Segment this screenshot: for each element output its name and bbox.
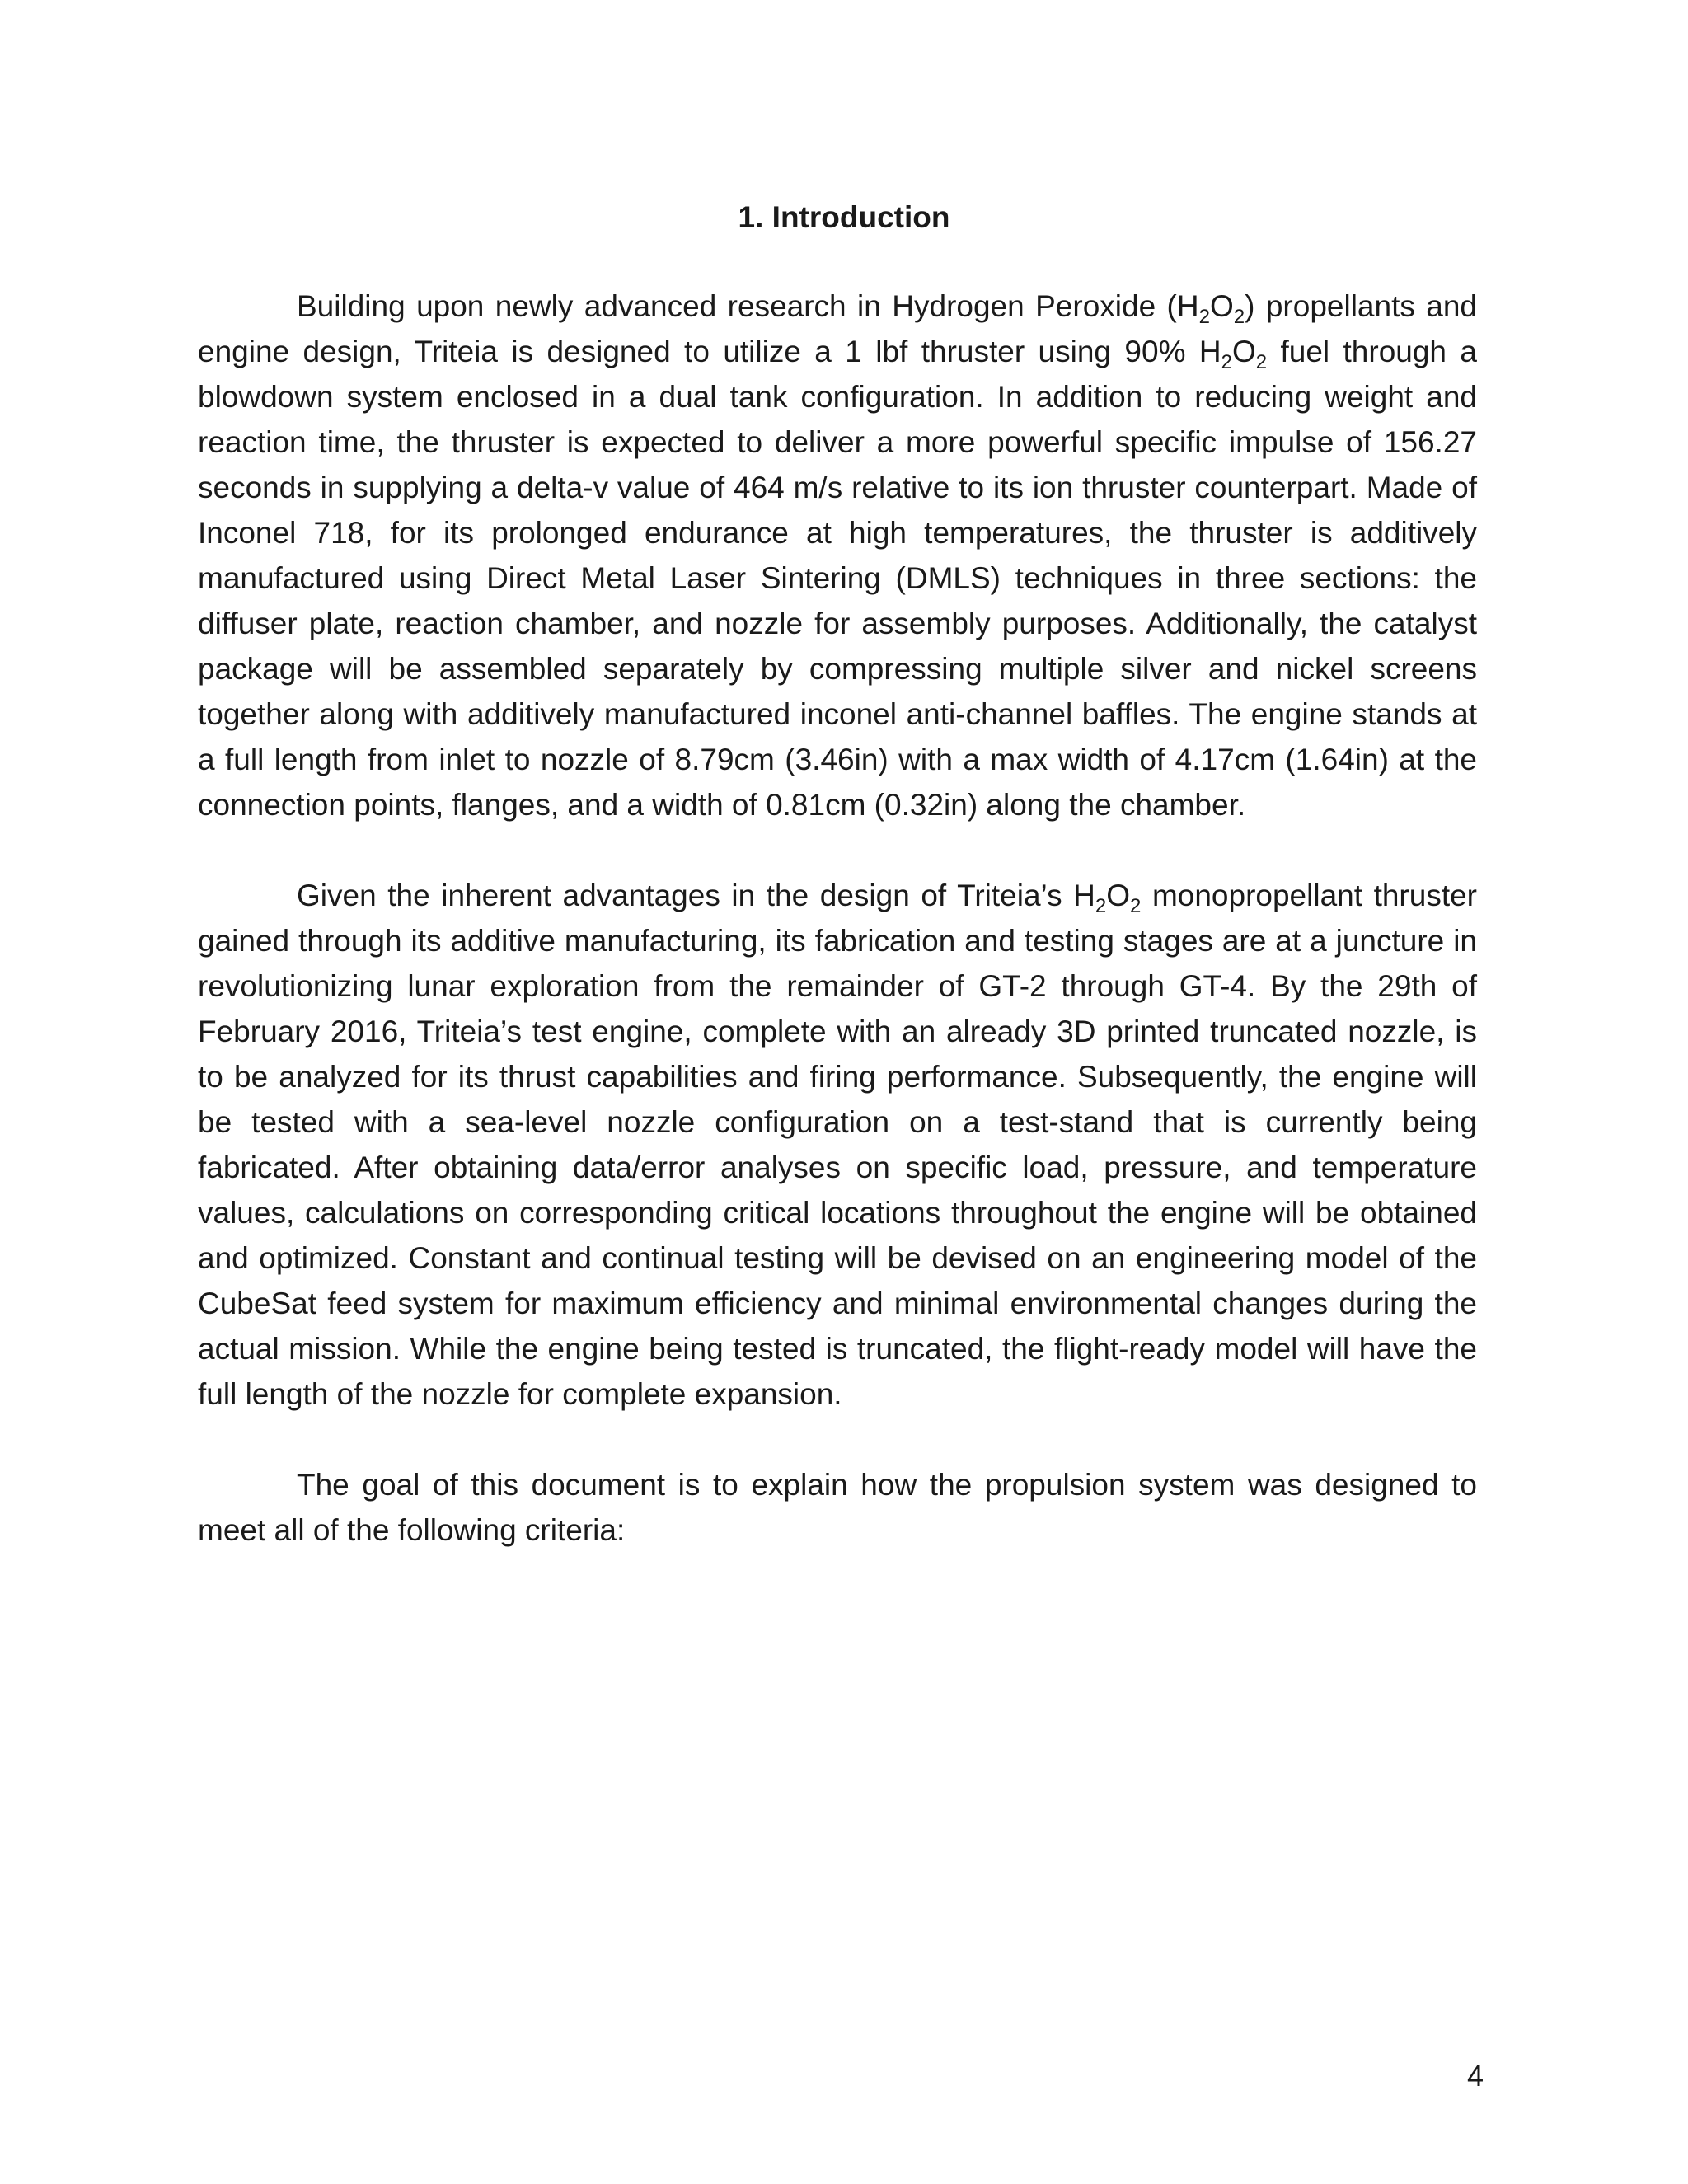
paragraph <box>198 284 1477 827</box>
section-heading: 1. Introduction <box>738 200 950 234</box>
body-text <box>198 284 1477 1553</box>
subscript: 2 <box>1221 351 1232 373</box>
subscript: 2 <box>1255 351 1268 373</box>
paragraph <box>198 873 1477 1417</box>
text-run: O <box>1209 289 1234 323</box>
text-run: O <box>1231 335 1256 368</box>
text-run: O <box>1106 879 1131 912</box>
text-run: Given the inherent advantages in the design of Triteia’s H <box>297 879 1095 912</box>
subscript: 2 <box>1233 306 1245 328</box>
subscript: 2 <box>1130 895 1142 917</box>
text-run: ) propellants and engine design, Triteia is designed to utilize a 1 lbf thruster using 90% H <box>198 289 1478 368</box>
page-number: 4 <box>1466 2059 1484 2093</box>
text-run: fuel through a blowdown system enclosed in a dual tank configuration. In addition to reducing weight and reaction time, the thruster is expected to deliver a more powerful specific impulse of 156.27 seconds in supplying a delta-v value of 464 m/s relative to its ion thruster counterpart. Made of Inconel 718, for its prolonged endurance at high temperatures, the thruster is additively manufactured using Direct Metal Laser Sintering (DMLS) techniques in three sections: the diffuser plate, reaction chamber, and nozzle for assembly purposes. Additionally, the catalyst package will be assembled separately by compressing multiple silver and nickel screens together along with additively manufactured inconel anti-channel baffles. The engine stands at a full length from inlet to nozzle of 8.79cm (3.46in) with a max width of 4.17cm (1.64in) at the connection points, flanges, and a width of 0.81cm (0.32in) along the chamber. <box>198 335 1477 822</box>
subscript: 2 <box>1198 306 1210 328</box>
subscript: 2 <box>1095 895 1107 917</box>
text-run: Building upon newly advanced research in Hydrogen Peroxide (H <box>297 289 1199 323</box>
text-run: The goal of this document is to explain how the propulsion system was designed to meet all of the following criteria: <box>198 1468 1477 1547</box>
paragraph <box>198 1462 1477 1553</box>
text-run: monopropellant thruster gained through its additive manufacturing, its fabrication and testing stages are at a juncture in revolutionizing lunar exploration from the remainder of GT-2 through GT-4. By the 29th of February 2016, Triteia’s test engine, complete with an already 3D printed truncated nozzle, is to be analyzed for its thrust capabilities and firing performance. Subsequently, the engine will be tested with a sea-level nozzle configuration on a test-stand that is currently being fabricated. After obtaining data/error analyses on specific load, pressure, and temperature values, calculations on corresponding critical locations throughout the engine will be obtained and optimized. Constant and continual testing will be devised on an engineering model of the CubeSat feed system for maximum efficiency and minimal environmental changes during the actual mission. While the engine being tested is truncated, the flight-ready model will have the full length of the nozzle for complete expansion. <box>198 879 1478 1411</box>
